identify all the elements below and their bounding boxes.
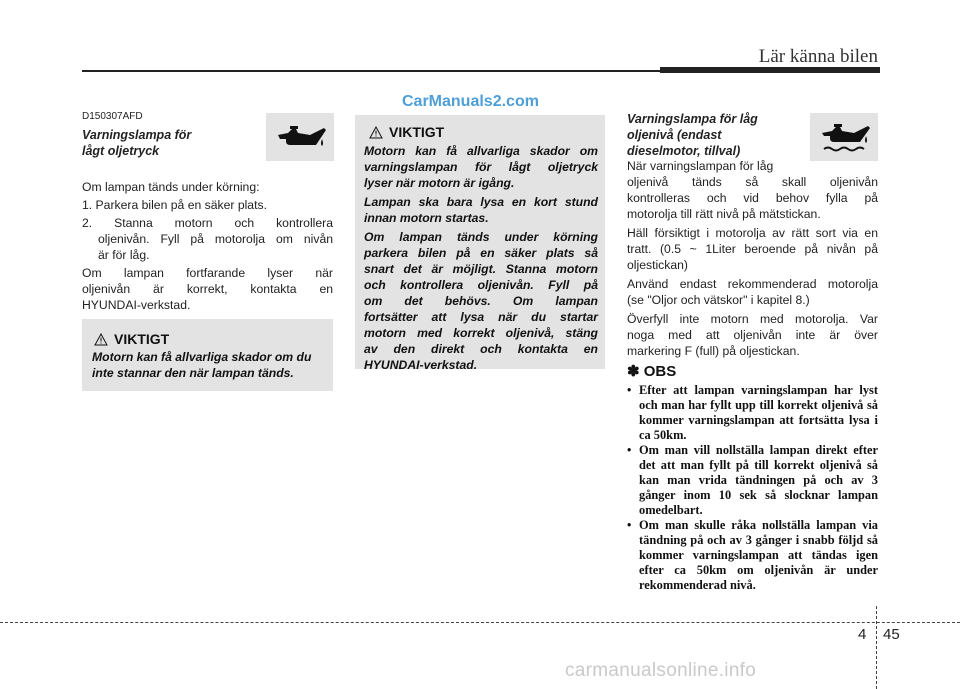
footer-divider (876, 606, 877, 689)
footer-rule (0, 622, 960, 623)
warning-title: VIKTIGT (114, 331, 170, 347)
warning-box-left (82, 319, 333, 391)
left-body: Om lampan tänds under körning: 1. Parkera bilen på en säker plats. 2. Stanna motorn och kontrollera oljenivån. Fyll på motorolja om nivån är för låg. Om lampan fortfarande lyser när oljenivån är korrekt, kontakta en HYUNDAI-verkstad. (82, 180, 333, 312)
obs-heading (627, 362, 676, 380)
right-body: När varningslampan för låg oljenivå tänds så skall oljenivån kontrolleras och vid behov fylla på motorolja till rätt nivå på mätstickan. Häll försiktigt i motorolja av rätt sort via en tratt. (0.5 ~ 1Liter beroende på nivån på oljestickan) Använd endast rekommenderad motorolja (se "Oljor och vätskor" i kapitel 8.) Överfyll inte motorn med motorolja. Var noga med att oljenivån inte är över markering F (full) på oljestickan. (627, 159, 878, 358)
list-item: • Om man vill nollställa lampan direkt efter det att man fyllt på till korrekt oljenivå så kan man vrida tändningen på och av 3 gånger inom 10 sek så slocknar lampan omedelbart. (627, 443, 878, 518)
page-number: 45 (883, 626, 900, 643)
warning-box-middle (355, 115, 605, 372)
watermark-bottom: carmanualsonline.info (565, 660, 757, 681)
obs-list (627, 383, 878, 593)
warning-triangle-icon (369, 126, 383, 139)
obs-title: OBS (643, 363, 677, 380)
asterisk-icon: ✽ (627, 363, 640, 380)
warning-text: Motorn kan få allvarliga skador om varningslampan för lågt oljetryck lyser när motorn är igång. Lampan ska bara lysa en kort stund innan motorn startas. Om lampan tänds under körning parkera bilen på en säker plats så snart det är möjligt. Stanna motorn och kontrollera oljenivån. Fyll på om det behövs. Om lampan fortsätter att lysa när du startar motorn med korrekt oljenivå, stäng av den direkt och kontakta en HYUNDAI-verkstad. (364, 144, 598, 372)
warning-triangle-icon (94, 333, 108, 346)
watermark-top: CarManuals2.com (402, 93, 539, 110)
warning-text: Motorn kan få allvarliga skador om du inte stannar den när lampan tänds. (92, 350, 312, 380)
oil-can-icon (266, 113, 334, 161)
header-bar (660, 67, 880, 73)
running-header: Lär känna bilen (758, 46, 878, 67)
section-code: D150307AFD (82, 111, 143, 122)
right-subhead: Varningslampa för låg oljenivå (endast dieselmotor, tillval) (627, 112, 758, 158)
left-subhead: Varningslampa för lågt oljetryck (82, 128, 192, 158)
oil-level-icon (810, 113, 878, 161)
header-rule (82, 70, 662, 72)
list-item: • Om man skulle råka nollställa lampan via tändning på och av 3 gånger i snabb följd så kommer varningslampan att tändas igen efter ca 50km om oljenivån är under rekommenderad nivå. (627, 518, 878, 593)
chapter-number: 4 (858, 626, 867, 643)
list-item: • Efter att lampan varningslampan har lyst och man har fyllt upp till korrekt oljenivå så kommer varningslampan att fortsätta lysa i ca 50km. (627, 383, 878, 443)
warning-title: VIKTIGT (389, 124, 445, 140)
